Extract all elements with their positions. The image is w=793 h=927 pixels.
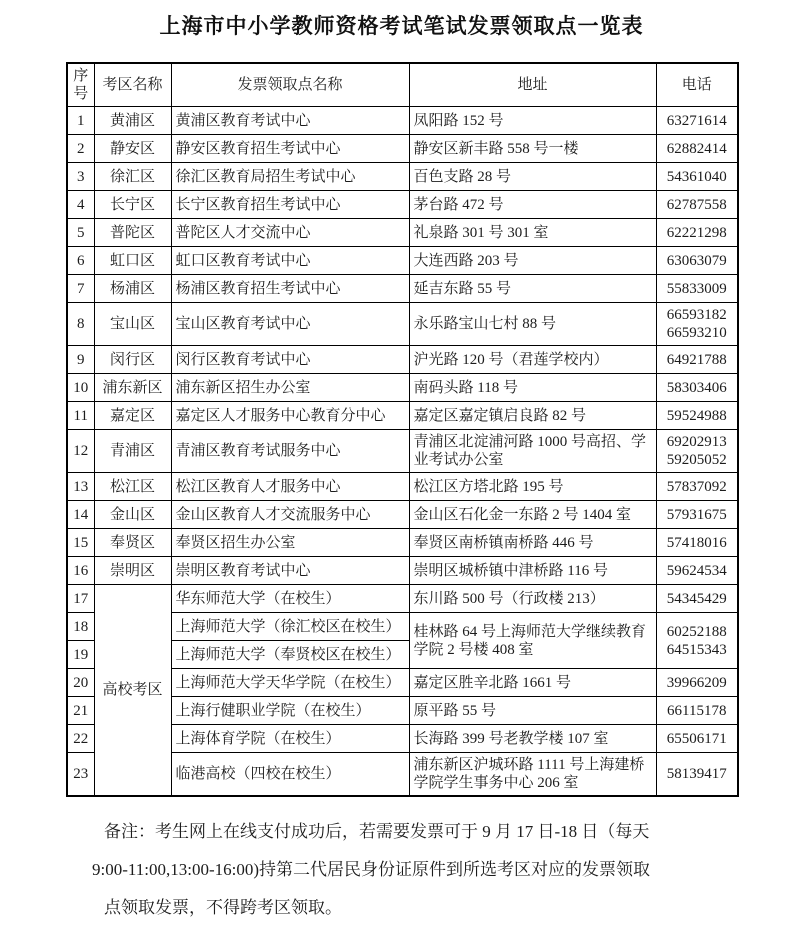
cell-no: 16 — [67, 557, 94, 585]
table-row — [67, 402, 738, 430]
cell-phone: 69202913 59205052 — [656, 430, 738, 473]
cell-phone: 55833009 — [656, 275, 738, 303]
cell-name: 上海师范大学天华学院（在校生） — [171, 669, 409, 697]
cell-no: 23 — [67, 753, 94, 797]
cell-no: 21 — [67, 697, 94, 725]
cell-name: 上海师范大学（徐汇校区在校生） — [171, 613, 409, 641]
cell-no: 15 — [67, 529, 94, 557]
cell-name: 华东师范大学（在校生） — [171, 585, 409, 613]
cell-address: 青浦区北淀浦河路 1000 号高招、学业考试办公室 — [409, 430, 656, 473]
table-row — [67, 275, 738, 303]
cell-district: 黄浦区 — [94, 107, 171, 135]
cell-address: 东川路 500 号（行政楼 213） — [409, 585, 656, 613]
cell-no: 8 — [67, 303, 94, 346]
header-cell-name: 发票领取点名称 — [171, 63, 409, 107]
cell-address: 延吉东路 55 号 — [409, 275, 656, 303]
table-header-row — [67, 63, 738, 107]
cell-no: 5 — [67, 219, 94, 247]
cell-name: 上海师范大学（奉贤校区在校生） — [171, 641, 409, 669]
cell-name: 虹口区教育考试中心 — [171, 247, 409, 275]
note-line-3: 点领取发票，不得跨考区领取。 — [104, 898, 342, 917]
cell-district: 奉贤区 — [94, 529, 171, 557]
header-cell-district: 考区名称 — [94, 63, 171, 107]
cell-phone: 39966209 — [656, 669, 738, 697]
table-row — [67, 135, 738, 163]
cell-phone: 57931675 — [656, 501, 738, 529]
cell-phone: 58303406 — [656, 374, 738, 402]
table-row — [67, 529, 738, 557]
cell-phone: 54361040 — [656, 163, 738, 191]
cell-address: 奉贤区南桥镇南桥路 446 号 — [409, 529, 656, 557]
cell-district: 浦东新区 — [94, 374, 171, 402]
cell-district: 闵行区 — [94, 346, 171, 374]
table-row — [67, 303, 738, 346]
cell-district: 普陀区 — [94, 219, 171, 247]
note-line-2: 9:00-11:00,13:00-16:00)持第二代居民身份证原件到所选考区对应的发票领取 — [92, 860, 650, 879]
table-row — [67, 430, 738, 473]
cell-phone: 62787558 — [656, 191, 738, 219]
table-row — [67, 473, 738, 501]
cell-district: 长宁区 — [94, 191, 171, 219]
cell-no: 13 — [67, 473, 94, 501]
cell-district: 嘉定区 — [94, 402, 171, 430]
cell-address: 永乐路宝山七村 88 号 — [409, 303, 656, 346]
table-row — [67, 191, 738, 219]
cell-phone: 59624534 — [656, 557, 738, 585]
cell-name: 奉贤区招生办公室 — [171, 529, 409, 557]
cell-address: 桂林路 64 号上海师范大学继续教育学院 2 号楼 408 室 — [409, 613, 656, 669]
cell-name: 浦东新区招生办公室 — [171, 374, 409, 402]
cell-phone: 58139417 — [656, 753, 738, 797]
cell-address: 原平路 55 号 — [409, 697, 656, 725]
cell-address: 浦东新区沪城环路 1111 号上海建桥学院学生事务中心 206 室 — [409, 753, 656, 797]
cell-no: 10 — [67, 374, 94, 402]
cell-address: 崇明区城桥镇中津桥路 116 号 — [409, 557, 656, 585]
cell-district: 宝山区 — [94, 303, 171, 346]
cell-district: 高校考区 — [94, 585, 171, 797]
cell-name: 上海体育学院（在校生） — [171, 725, 409, 753]
table-row — [67, 585, 738, 613]
cell-no: 14 — [67, 501, 94, 529]
cell-district: 虹口区 — [94, 247, 171, 275]
cell-no: 1 — [67, 107, 94, 135]
cell-name: 徐汇区教育局招生考试中心 — [171, 163, 409, 191]
cell-name: 临港高校（四校在校生） — [171, 753, 409, 797]
table-row — [67, 501, 738, 529]
cell-district: 金山区 — [94, 501, 171, 529]
table-row — [67, 247, 738, 275]
cell-phone: 66593182 66593210 — [656, 303, 738, 346]
cell-district: 崇明区 — [94, 557, 171, 585]
document-page — [66, 0, 737, 927]
cell-name: 青浦区教育考试服务中心 — [171, 430, 409, 473]
cell-district: 青浦区 — [94, 430, 171, 473]
cell-no: 4 — [67, 191, 94, 219]
cell-name: 宝山区教育考试中心 — [171, 303, 409, 346]
cell-address: 南码头路 118 号 — [409, 374, 656, 402]
cell-name: 普陀区人才交流中心 — [171, 219, 409, 247]
cell-name: 杨浦区教育招生考试中心 — [171, 275, 409, 303]
cell-phone: 63063079 — [656, 247, 738, 275]
cell-address: 礼泉路 301 号 301 室 — [409, 219, 656, 247]
note-line-1: 备注：考生网上在线支付成功后，若需要发票可于 9 月 17 日-18 日（每天 — [104, 822, 650, 841]
cell-address: 茅台路 472 号 — [409, 191, 656, 219]
cell-address: 长海路 399 号老教学楼 107 室 — [409, 725, 656, 753]
cell-address: 凤阳路 152 号 — [409, 107, 656, 135]
cell-no: 7 — [67, 275, 94, 303]
cell-phone: 66115178 — [656, 697, 738, 725]
cell-no: 18 — [67, 613, 94, 641]
page-title: 上海市中小学教师资格考试笔试发票领取点一览表 — [159, 14, 644, 38]
cell-name: 长宁区教育招生考试中心 — [171, 191, 409, 219]
cell-phone: 62882414 — [656, 135, 738, 163]
cell-name: 静安区教育招生考试中心 — [171, 135, 409, 163]
cell-address: 静安区新丰路 558 号一楼 — [409, 135, 656, 163]
cell-district: 松江区 — [94, 473, 171, 501]
cell-address: 金山区石化金一东路 2 号 1404 室 — [409, 501, 656, 529]
cell-name: 松江区教育人才服务中心 — [171, 473, 409, 501]
cell-name: 上海行健职业学院（在校生） — [171, 697, 409, 725]
invoice-pickup-table — [66, 62, 739, 797]
header-cell-phone: 电话 — [656, 63, 738, 107]
header-cell-address: 地址 — [409, 63, 656, 107]
cell-no: 6 — [67, 247, 94, 275]
table-row — [67, 374, 738, 402]
cell-no: 20 — [67, 669, 94, 697]
cell-phone: 65506171 — [656, 725, 738, 753]
cell-no: 12 — [67, 430, 94, 473]
cell-address: 沪光路 120 号（君莲学校内） — [409, 346, 656, 374]
cell-phone: 57418016 — [656, 529, 738, 557]
table-row — [67, 163, 738, 191]
cell-no: 2 — [67, 135, 94, 163]
cell-name: 闵行区教育考试中心 — [171, 346, 409, 374]
header-cell-no: 序号 — [67, 63, 94, 107]
cell-phone: 62221298 — [656, 219, 738, 247]
cell-no: 17 — [67, 585, 94, 613]
cell-phone: 63271614 — [656, 107, 738, 135]
cell-no: 11 — [67, 402, 94, 430]
cell-district: 徐汇区 — [94, 163, 171, 191]
cell-phone: 59524988 — [656, 402, 738, 430]
cell-no: 3 — [67, 163, 94, 191]
cell-no: 22 — [67, 725, 94, 753]
cell-address: 松江区方塔北路 195 号 — [409, 473, 656, 501]
cell-name: 崇明区教育考试中心 — [171, 557, 409, 585]
cell-phone: 54345429 — [656, 585, 738, 613]
cell-address: 嘉定区胜辛北路 1661 号 — [409, 669, 656, 697]
cell-phone: 60252188 64515343 — [656, 613, 738, 669]
table-row — [67, 219, 738, 247]
cell-district: 杨浦区 — [94, 275, 171, 303]
note — [92, 813, 720, 927]
cell-no: 9 — [67, 346, 94, 374]
cell-no: 19 — [67, 641, 94, 669]
table-row — [67, 346, 738, 374]
cell-district: 静安区 — [94, 135, 171, 163]
cell-address: 嘉定区嘉定镇启良路 82 号 — [409, 402, 656, 430]
table-row — [67, 107, 738, 135]
cell-address: 百色支路 28 号 — [409, 163, 656, 191]
cell-name: 金山区教育人才交流服务中心 — [171, 501, 409, 529]
table-row — [67, 557, 738, 585]
cell-address: 大连西路 203 号 — [409, 247, 656, 275]
cell-name: 嘉定区人才服务中心教育分中心 — [171, 402, 409, 430]
cell-phone: 57837092 — [656, 473, 738, 501]
cell-phone: 64921788 — [656, 346, 738, 374]
cell-name: 黄浦区教育考试中心 — [171, 107, 409, 135]
table-body — [67, 107, 738, 797]
